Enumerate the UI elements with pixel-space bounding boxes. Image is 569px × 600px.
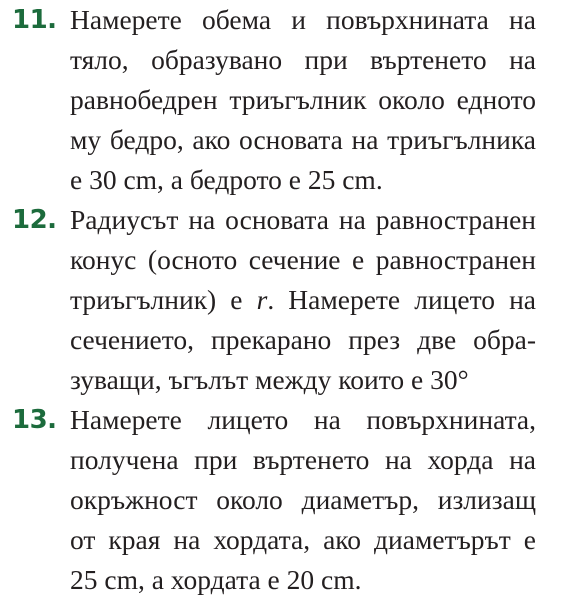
problem-text-line: тяло, образувано при въртенето на: [70, 44, 536, 75]
problem-text-line: окръжност около диаметър, излизащ: [70, 484, 536, 515]
problem-number: 13.: [12, 405, 57, 435]
problem-number: 11.: [12, 5, 57, 35]
text-segment: триъгълник) е: [70, 284, 257, 315]
problem-text-line: [70, 280, 536, 320]
problem-11: [12, 0, 557, 200]
problem-12: [12, 200, 557, 400]
problem-text-line: 25 cm, а хордата е 20 cm.: [70, 564, 362, 595]
text-segment: . Намерете лицето на: [267, 284, 537, 315]
problem-13: [12, 400, 557, 599]
problem-number: 12.: [12, 205, 57, 235]
problem-text-line: Намерете обема и повърхнината на: [70, 4, 536, 35]
problem-text-line: от края на хордата, ако диаметърът е: [70, 524, 536, 555]
problem-text-line: конус (осното сечение е равностранен: [70, 244, 536, 275]
problem-text-line: Радиусът на основата на равностранен: [70, 204, 536, 235]
problem-text-line: зуващи, ъгълът между които е 30°: [70, 364, 469, 395]
problem-text-line: му бедро, ако основата на триъгълника: [70, 124, 536, 155]
problem-text-line: сечението, прекарано през две обра-: [70, 324, 536, 355]
problem-text-line: получена при въртенето на хорда на: [70, 444, 536, 475]
problem-text-line: равнобедрен триъгълник около едното: [70, 84, 536, 115]
problem-text-line: Намерете лицето на повърхнината,: [70, 404, 536, 435]
problem-text-line: е 30 cm, а бедрото е 25 cm.: [70, 164, 383, 195]
radius-variable: r: [256, 284, 268, 315]
